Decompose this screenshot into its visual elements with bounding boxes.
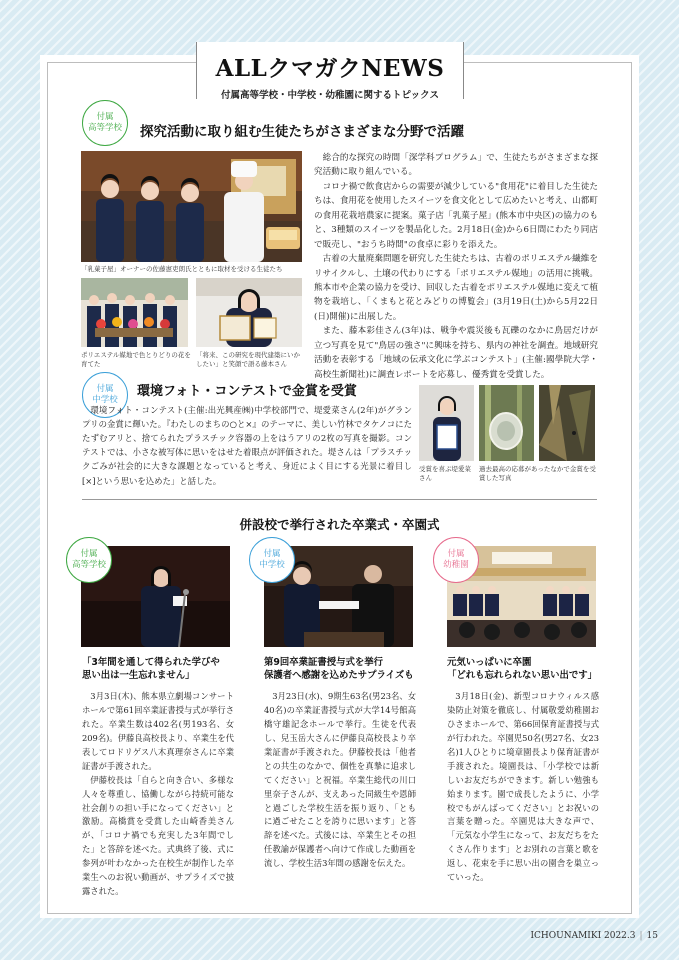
main-photo-caption: 「乳菓子屋」オーナーの佐藤憲吏朗氏とともに取材を受ける生徒たち <box>81 265 283 273</box>
award-student-caption: 受賞を喜ぶ堤愛菜さん <box>419 465 471 482</box>
graduation-paragraph: 3月23日(水)、9期生63名(男23名、女40名)の卒業証書授与式が大学14号館高橋守雄記念ホールで挙行。生徒を代表し、兒玉岳大さんに伊藤良高校長より卒業証書が手渡された。伊藤校長は「他者との共生のなかで、個性を真摯に追求してください」と祝福。卒業生総代の川口里奈子さんが、支えあった同級生や恩師と過ごした学校生活を振り返り、「ともに過ごせたことを誇りに思います」と答辞を述べた。式後には、卒業生とその担任教諭が保護者へ向けて作成した動画を流し、学校生活3年間の感謝を伝えた。 <box>264 691 416 869</box>
high-school-graduation-body <box>82 690 234 899</box>
section1-paragraph: また、藤本彩佳さん(3年)は、戦争や震災後も瓦礫のなかに鳥居だけが立つ写真を見て"鳥居の強さ"に興味を持ち、県内の神社を調査。地域研究活動を表彰する「地域の伝承文化に学ぶコンテスト」(主催:國學院大学・高校生新聞社)に調査レポートを応募し、優秀賞を受賞した。 <box>314 326 598 380</box>
high-school-graduation-title <box>82 656 220 682</box>
section1-title: 探究活動に取り組む生徒たちがさまざまな分野で活躍 <box>140 124 464 140</box>
section-divider <box>82 499 597 500</box>
footer-separator: | <box>639 931 643 941</box>
graduation-paragraph: 3月3日(木)、熊本県立劇場コンサートホールで第61回卒業証書授与式が挙行された。卒業生数は402名(男193名、女209名)。伊藤良高校長より、卒業生を代表してロドリゲス八木真理奈さんに卒業証書が手渡された。 <box>82 691 234 771</box>
title-line: 元気いっぱいに卒園 <box>447 657 532 668</box>
masthead <box>196 42 464 99</box>
masthead-subtitle: 付属高等学校・中学校・幼稚園に関するトピックス <box>220 90 440 101</box>
students-with-chef-photo <box>81 151 302 262</box>
junior-high-graduation-body <box>264 690 416 871</box>
certificate-photo <box>196 278 302 347</box>
title-line: 「どれも忘れられない思い出です」 <box>447 670 598 682</box>
badge-junior-high: 付属 中学校 <box>82 372 128 418</box>
badge-junior-high-graduation: 付属 中学校 <box>249 537 295 583</box>
award-student-photo <box>419 385 474 461</box>
graduation-title: 併設校で挙行された卒業式・卒園式 <box>239 517 440 532</box>
badge-high-school: 付属 高等学校 <box>82 100 128 146</box>
plastic-ant-photo <box>539 385 595 461</box>
section1-paragraph: 古着の大量廃棄問題を研究した生徒たちは、古着のポリエステル繊維をリサイクルし、土壌の代わりにする「ポリエステル媒地」の活用に挑戦。熊本市や企業の協力を受け、回収した古着をポリエステル媒地に変えて植物を栽培し、「くまもと花とみどりの博覧会」(3月19日(土)から5月22日(日)開催)に出展した。 <box>314 254 598 322</box>
section1-paragraph: コロナ禍で飲食店からの需要が減少している"食用花"に着目した生徒たちは、食用花を使用したスイーツを食文化として広めたいと考え、山都町の食用花栽培農家に提案。菓子店「乳菓子屋」(熊本市中央区)の協力のもと、3種類のスイーツを製品化した。2月18日(金)から6日間にわたり同店で販売し、"おうち時間"の食卓に彩りを添えた。 <box>314 181 598 250</box>
junior-high-graduation-title <box>264 656 414 682</box>
flower-planters-photo <box>81 278 188 347</box>
magazine-name: ICHOUNAMIKI 2022.3 <box>530 931 636 941</box>
kindergarten-graduation-title <box>447 656 597 682</box>
contest-photos-caption: 過去最高の応募があったなかで金賞を受賞した写真 <box>479 465 596 482</box>
badge-kindergarten-graduation: 付属 幼稚園 <box>433 537 479 583</box>
section1-body <box>314 151 598 382</box>
kindergarten-graduation-body <box>447 690 599 885</box>
page-number: 15 <box>646 931 658 941</box>
graduation-paragraph: 伊藤校長は「自らと向き合い、多様な人々を尊重し、協働しながら持続可能な社会創りの担い手になってください」と激励。高橋賞を受賞した山崎香美さんが、「コロナ禍でも充実した3年間でした」と答辞を述べた。式典終了後、式に参列が叶わなかった在校生が制作した卒業生へのお祝い動画が、サプライズで披露された。 <box>82 774 234 897</box>
flowers-photo-caption: ポリエステル媒地で色とりどりの花を育てた <box>81 351 191 368</box>
bamboo-ant-photo <box>479 385 534 461</box>
section1-paragraph: 総合的な探究の時間「深学科プログラム」で、生徒たちがさまざまな探究活動に取り組んでいる。 <box>314 153 598 178</box>
title-line: 「3年間を通して得られた学びや <box>82 657 220 668</box>
page-footer <box>530 931 658 941</box>
section2-body <box>82 403 412 488</box>
badge-high-school-graduation: 付属 高等学校 <box>66 537 112 583</box>
masthead-title: ALLクマガクNEWS <box>215 55 445 82</box>
graduation-paragraph: 3月18日(金)、新型コロナウィルス感染防止対策を徹底し、付属敬愛幼稚園おひさまホールで、第66回保育証書授与式が行われた。卒園児50名(男27名、女23名)1人ひとりに境章園長より保育証書が手渡された。境園長は、「小学校では新しいお友だちができます。新しい勉強も始まります。園で成長したように、小学校でもがんばってください」とお祝いの言葉を贈った。卒園児は大きな声で、「元気な小学生になって、お友だちをたくさん作ります」とお別れの言葉と歌を返し、花束を手に思い出の園舎を巣立っていった。 <box>447 691 599 883</box>
title-line: 第9回卒業証書授与式を挙行 <box>264 657 384 668</box>
certificate-photo-caption: 「将来、この研究を現代建築にいかしたい」と笑顔で語る藤本さん <box>196 351 300 368</box>
title-line: 保護者へ感謝を込めたサプライズも <box>264 670 414 682</box>
title-line: 思い出は一生忘れません」 <box>82 670 195 682</box>
section2-paragraph: 環境フォト・コンテスト(主催:出光興産㈱)中学校部門で、堤愛菜さん(2年)がグランプリの金賞に輝いた。『わたしのまちの○と×』のテーマに、美しい竹林でタケノコにたたずむアリと、捨てられたプラスチック容器の上をはうアリの2枚の写真を撮影。コンテストでは、小さな被写体に思いをはせた着眼点が評価された。堤さんは「プラスチックごみが社会的に大きな課題となっていると考え、身近によく目にする光景に着目し[×]という思いを込めた」と話した。 <box>82 405 412 486</box>
section2-title: 環境フォト・コンテストで金賞を受賞 <box>137 384 357 399</box>
